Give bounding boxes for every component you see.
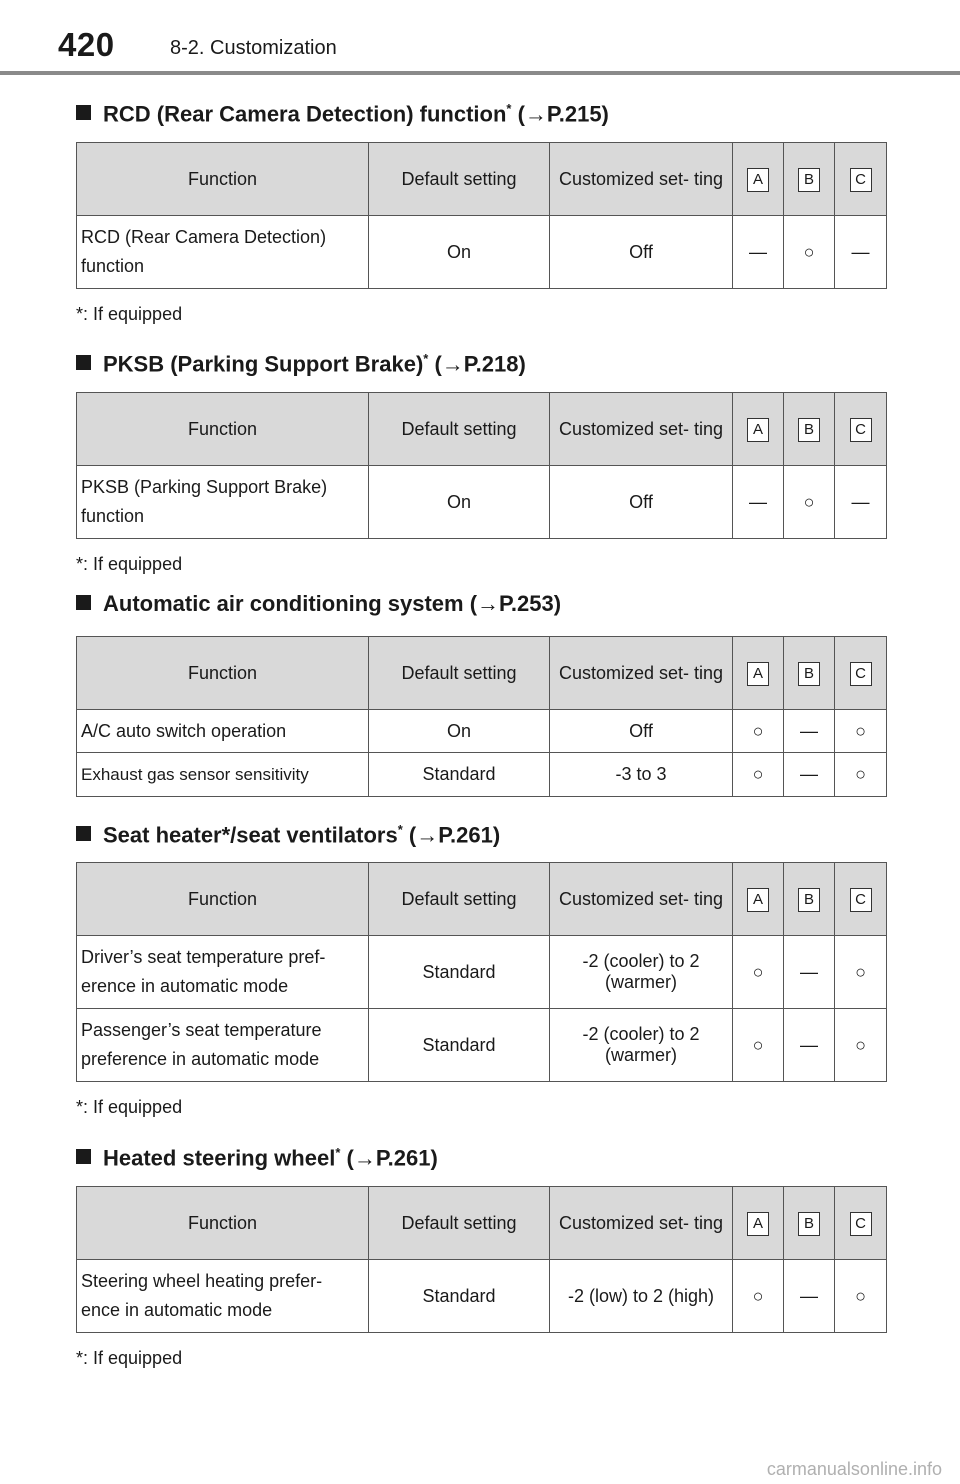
header-c: C <box>835 637 887 710</box>
header-a: A <box>733 637 784 710</box>
header-b: B <box>784 1187 835 1260</box>
cell-b: — <box>784 1260 835 1333</box>
cell-custom: Off <box>550 710 733 753</box>
cell-default: Standard <box>369 1260 550 1333</box>
square-bullet-icon <box>76 826 91 841</box>
table-header-row <box>77 1187 887 1260</box>
cell-c: — <box>835 216 887 289</box>
settings-table <box>76 862 887 1082</box>
header-custom: Customized set- ting <box>550 637 733 710</box>
square-bullet-icon <box>76 355 91 370</box>
page-reference[interactable]: (→P.215) <box>517 101 609 127</box>
cell-b: — <box>784 753 835 797</box>
cell-default: On <box>369 710 550 753</box>
cell-default: Standard <box>369 936 550 1009</box>
header-custom: Customized set- ting <box>550 1187 733 1260</box>
section-title: Seat heater*/seat ventilators* (→P.261) <box>76 813 886 847</box>
section-rcd <box>76 92 886 329</box>
cell-default: Standard <box>369 1009 550 1082</box>
table-row <box>77 216 887 289</box>
header-a: A <box>733 1187 784 1260</box>
table-row <box>77 753 887 797</box>
page-reference[interactable]: (→P.261) <box>408 822 501 848</box>
page-reference[interactable]: (→P.253) <box>469 591 562 616</box>
page-header <box>0 0 960 74</box>
header-custom: Customized set- ting <box>550 143 733 216</box>
header-function: Function <box>77 863 369 936</box>
cell-default: On <box>369 216 550 289</box>
section-title: Automatic air conditioning system (→P.253) <box>76 587 886 621</box>
section-seat-heater <box>76 813 886 1122</box>
table-header-row <box>77 637 887 710</box>
cell-c: ○ <box>835 1009 887 1082</box>
cell-c: ○ <box>835 710 887 753</box>
header-c: C <box>835 143 887 216</box>
header-b: B <box>784 863 835 936</box>
footnote: *: If equipped <box>76 554 183 574</box>
cell-function: Exhaust gas sensor sensitivity <box>77 753 369 797</box>
settings-table <box>76 1186 887 1333</box>
header-default: Default setting <box>369 143 550 216</box>
header-function: Function <box>77 393 369 466</box>
cell-custom: Off <box>550 216 733 289</box>
cell-b: ○ <box>784 216 835 289</box>
section-pksb <box>76 342 886 579</box>
cell-custom: -2 (cooler) to 2 (warmer) <box>550 1009 733 1082</box>
header-c: C <box>835 1187 887 1260</box>
table-header-row <box>77 393 887 466</box>
table-row <box>77 936 887 1009</box>
cell-custom: -3 to 3 <box>550 753 733 797</box>
header-function: Function <box>77 1187 369 1260</box>
header-default: Default setting <box>369 637 550 710</box>
page-number: 420 <box>58 26 115 63</box>
table-row <box>77 710 887 753</box>
header-default: Default setting <box>369 863 550 936</box>
cell-custom: Off <box>550 466 733 539</box>
cell-b: ○ <box>784 466 835 539</box>
cell-a: ○ <box>733 1260 784 1333</box>
cell-a: ○ <box>733 1009 784 1082</box>
cell-default: Standard <box>369 753 550 797</box>
section-heated-steering-wheel <box>76 1136 886 1373</box>
section-air-conditioning <box>76 587 886 797</box>
section-title: Heated steering wheel* (→P.261) <box>76 1136 886 1170</box>
cell-a: — <box>733 216 784 289</box>
page-reference[interactable]: (→P.261) <box>346 1145 438 1171</box>
cell-function: PKSB (Parking Support Brake) function <box>77 466 369 539</box>
header-function: Function <box>77 637 369 710</box>
watermark: carmanualsonline.info <box>766 1459 942 1479</box>
settings-table <box>76 142 887 289</box>
header-divider <box>0 71 960 75</box>
table-header-row <box>77 863 887 936</box>
table-header-row <box>77 143 887 216</box>
footnote: *: If equipped <box>76 1097 183 1117</box>
header-custom: Customized set- ting <box>550 393 733 466</box>
table-row <box>77 1260 887 1333</box>
header-c: C <box>835 393 887 466</box>
settings-table <box>76 392 887 539</box>
square-bullet-icon <box>76 1149 91 1164</box>
cell-function: RCD (Rear Camera Detection) function <box>77 216 369 289</box>
cell-function: Driver’s seat temperature pref- erence in automatic mode <box>77 936 369 1009</box>
header-default: Default setting <box>369 1187 550 1260</box>
header-a: A <box>733 863 784 936</box>
cell-b: — <box>784 936 835 1009</box>
cell-function: A/C auto switch operation <box>77 710 369 753</box>
cell-function: Passenger’s seat temperature preference in automatic mode <box>77 1009 369 1082</box>
table-row <box>77 1009 887 1082</box>
footnote: *: If equipped <box>76 304 183 324</box>
cell-function: Steering wheel heating prefer- ence in automatic mode <box>77 1260 369 1333</box>
cell-b: — <box>784 710 835 753</box>
header-a: A <box>733 143 784 216</box>
header-b: B <box>784 143 835 216</box>
cell-custom: -2 (cooler) to 2 (warmer) <box>550 936 733 1009</box>
square-bullet-icon <box>76 595 91 610</box>
footnote: *: If equipped <box>76 1348 183 1368</box>
cell-a: ○ <box>733 753 784 797</box>
settings-table <box>76 636 887 797</box>
header-function: Function <box>77 143 369 216</box>
page-reference[interactable]: (→P.218) <box>434 351 526 377</box>
header-custom: Customized set- ting <box>550 863 733 936</box>
chapter-title: 8-2. Customization <box>170 37 337 59</box>
header-c: C <box>835 863 887 936</box>
header-a: A <box>733 393 784 466</box>
cell-c: ○ <box>835 1260 887 1333</box>
table-row <box>77 466 887 539</box>
header-b: B <box>784 637 835 710</box>
cell-c: ○ <box>835 936 887 1009</box>
cell-c: ○ <box>835 753 887 797</box>
cell-default: On <box>369 466 550 539</box>
cell-a: — <box>733 466 784 539</box>
cell-c: — <box>835 466 887 539</box>
cell-a: ○ <box>733 710 784 753</box>
section-title: RCD (Rear Camera Detection) function* (→P.215) <box>76 92 886 126</box>
cell-custom: -2 (low) to 2 (high) <box>550 1260 733 1333</box>
header-b: B <box>784 393 835 466</box>
cell-b: — <box>784 1009 835 1082</box>
section-title: PKSB (Parking Support Brake)* (→P.218) <box>76 342 886 376</box>
square-bullet-icon <box>76 105 91 120</box>
cell-a: ○ <box>733 936 784 1009</box>
header-default: Default setting <box>369 393 550 466</box>
